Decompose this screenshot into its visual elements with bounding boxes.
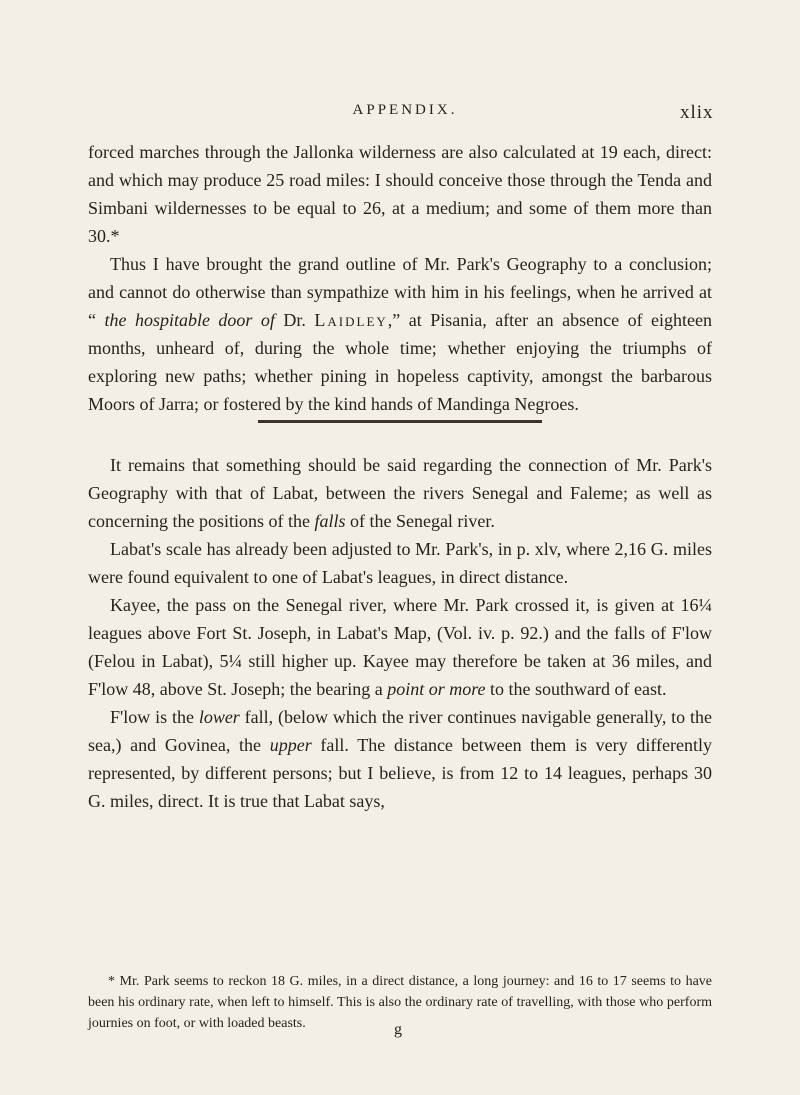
signature-mark: g (394, 1021, 402, 1038)
paragraph-forced-marches: forced marches through the Jallonka wilderness are also calculated at 19 each, direct: and which may produce 25 road miles: I should conceive those through the Tenda and Simbani wildernesses to be equal to 26, at a medium; and some of them more than 30.* (88, 142, 712, 246)
text-block-bottom (88, 451, 712, 815)
text-run: Thus I have brought the grand outline of Mr. Park's Geography to a conclusion; and cannot do otherwise than sympathize with him in his feelings, when he arrived at “ (88, 254, 712, 330)
italic-word: falls (314, 511, 346, 531)
italic-word: lower (198, 707, 240, 727)
running-head (0, 102, 800, 124)
text-run: fall. The distance between them is very differently represented, by different persons; but I believe, is from 12 to 14 leagues, perhaps 30 G. miles, direct. It is true that Labat says, (88, 735, 712, 811)
text-run: to the southward of east. (485, 679, 667, 699)
page-number: xlix (680, 102, 714, 123)
text-run: Dr. (274, 310, 315, 330)
text-block-top (88, 138, 712, 418)
text-run: F'low is the (110, 707, 199, 727)
paragraph-kayee (88, 591, 712, 703)
italic-phrase: point or more (387, 679, 486, 699)
footnote: * Mr. Park seems to reckon 18 G. miles, in a direct distance, a long journey: and 16 to 17 seems to have been his ordinary rate, when left to himself. This is also the ordinary rate of travelling, with those who perform journies on foot, or with loaded beasts. (88, 974, 712, 1031)
text-run: of the Senegal river. (345, 511, 495, 531)
text-run: Kayee, the pass on the Senegal river, where Mr. Park crossed it, is given at 16¼ leagues above Fort St. Joseph, in Labat's Map, (Vol. iv. p. 92.) and the falls of F'low (Felou in Labat), 5¼ still higher up. Kayee may therefore be taken at 36 miles, and F'low 48, above St. Joseph; the bearing a (88, 595, 712, 699)
paragraph-labat-connection (88, 451, 712, 535)
section-divider (258, 420, 542, 423)
text-run: fall, (below which the river continues navigable generally, to the sea,) and Govinea, the (88, 707, 713, 755)
paragraph-labat-scale: Labat's scale has already been adjusted to Mr. Park's, in p. xlv, where 2,16 G. miles were found equivalent to one of Labat's leagues, in direct distance. (88, 539, 712, 587)
name-laidley: Laidley (314, 310, 388, 330)
paragraph-grand-outline (88, 250, 712, 418)
text-run: It remains that something should be said regarding the connection of Mr. Park's Geography with that of Labat, between the rivers Senegal and Faleme; as well as concerning the positions of the (88, 455, 712, 531)
paragraph-flow-falls (88, 703, 712, 815)
italic-phrase: the hospitable door of (104, 310, 275, 330)
text-run: ,” at Pisania, after an absence of eighteen months, unheard of, during the whole time; whether enjoying the triumphs of exploring new paths; whether pining in hopeless captivity, amongst the barbarous Moors of Jarra; or fostered by the kind hands of Mandinga Negroes. (88, 310, 713, 414)
italic-word: upper (269, 735, 312, 755)
running-head-title: APPENDIX. (352, 102, 458, 118)
